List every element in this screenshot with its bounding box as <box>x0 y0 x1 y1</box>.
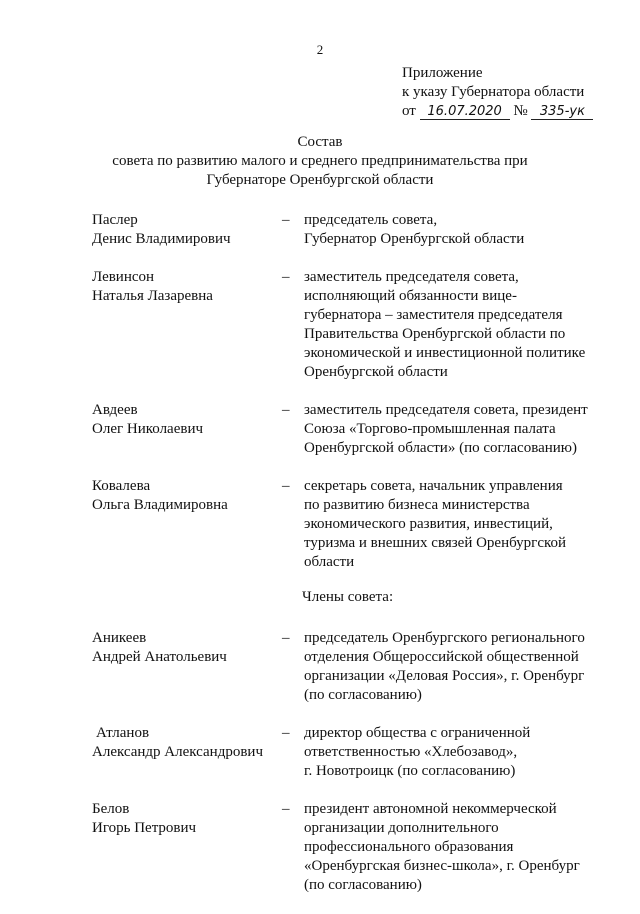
member-surname: Левинсон <box>92 269 155 285</box>
dash-separator: – <box>282 212 290 228</box>
member-surname: Белов <box>92 801 130 817</box>
member-role: председатель совета, Губернатор Оренбургской области <box>304 212 525 247</box>
member-surname: Атланов <box>96 725 150 741</box>
date-prefix: от <box>402 103 416 119</box>
member-entry <box>92 800 602 895</box>
page-number: 2 <box>316 42 324 57</box>
council-composition-list <box>92 211 602 914</box>
member-entry <box>92 268 602 382</box>
decree-date: 16.07.2020 <box>420 105 510 120</box>
document-title <box>0 133 640 190</box>
title-line-3: Губернаторе Оренбургской области <box>206 172 434 188</box>
member-role: заместитель председателя совета, исполняющий обязанности вице- губернатора – заместителя председателя Правительства Оренбургской области по экономической и инвестиционной политике Оренбургской области <box>304 269 586 380</box>
appendix-decree-ref: к указу Губернатора области <box>402 84 585 100</box>
member-entry <box>92 629 602 705</box>
dash-separator: – <box>282 630 290 646</box>
member-role: заместитель председателя совета, президент Союза «Торгово-промышленная палата Оренбургской области» (по согласованию) <box>304 402 588 456</box>
member-role: секретарь совета, начальник управления по развитию бизнеса министерства экономического развития, инвестиций, туризма и внешних связей Оренбургской области <box>304 478 567 570</box>
member-role: председатель Оренбургского регионального отделения Общероссийской общественной организации «Деловая Россия», г. Оренбург (по согласованию) <box>304 630 585 703</box>
dash-separator: – <box>282 402 290 418</box>
member-given-names: Игорь Петрович <box>92 820 197 836</box>
dash-separator: – <box>282 725 290 741</box>
member-given-names: Денис Владимирович <box>92 231 231 247</box>
member-given-names: Ольга Владимировна <box>92 497 228 513</box>
member-surname: Авдеев <box>92 402 138 418</box>
member-entry <box>92 211 602 249</box>
member-name <box>92 724 282 781</box>
title-line-2: совета по развитию малого и среднего предпринимательства при <box>112 153 528 169</box>
decree-number: 335-ук <box>531 105 593 120</box>
member-surname: Аникеев <box>92 630 147 646</box>
appendix-header <box>402 64 632 121</box>
member-given-names: Александр Александрович <box>92 744 263 760</box>
member-role: директор общества с ограниченной ответственностью «Хлебозавод», г. Новотроицк (по согласованию) <box>304 725 531 779</box>
member-surname: Паслер <box>92 212 138 228</box>
member-given-names: Олег Николаевич <box>92 421 204 437</box>
member-role: президент автономной некоммерческой организации дополнительного профессионального образования «Оренбургская бизнес-школа», г. Оренбург (по согласованию) <box>304 801 580 893</box>
member-name <box>92 477 282 572</box>
member-given-names: Андрей Анатольевич <box>92 649 227 665</box>
dash-separator: – <box>282 269 290 285</box>
member-name <box>92 800 282 895</box>
members-subheading: Члены совета: <box>302 589 394 605</box>
member-name <box>92 629 282 705</box>
number-prefix: № <box>513 103 528 119</box>
member-entry <box>92 477 602 572</box>
member-surname: Ковалева <box>92 478 151 494</box>
member-name <box>92 211 282 249</box>
member-entry <box>92 401 602 458</box>
appendix-label: Приложение <box>402 65 483 81</box>
member-entry <box>92 724 602 781</box>
appendix-date-line <box>402 102 632 121</box>
member-given-names: Наталья Лазаревна <box>92 288 213 304</box>
title-line-1: Состав <box>297 134 343 150</box>
dash-separator: – <box>282 478 290 494</box>
member-name <box>92 401 282 458</box>
member-name <box>92 268 282 382</box>
dash-separator: – <box>282 801 290 817</box>
